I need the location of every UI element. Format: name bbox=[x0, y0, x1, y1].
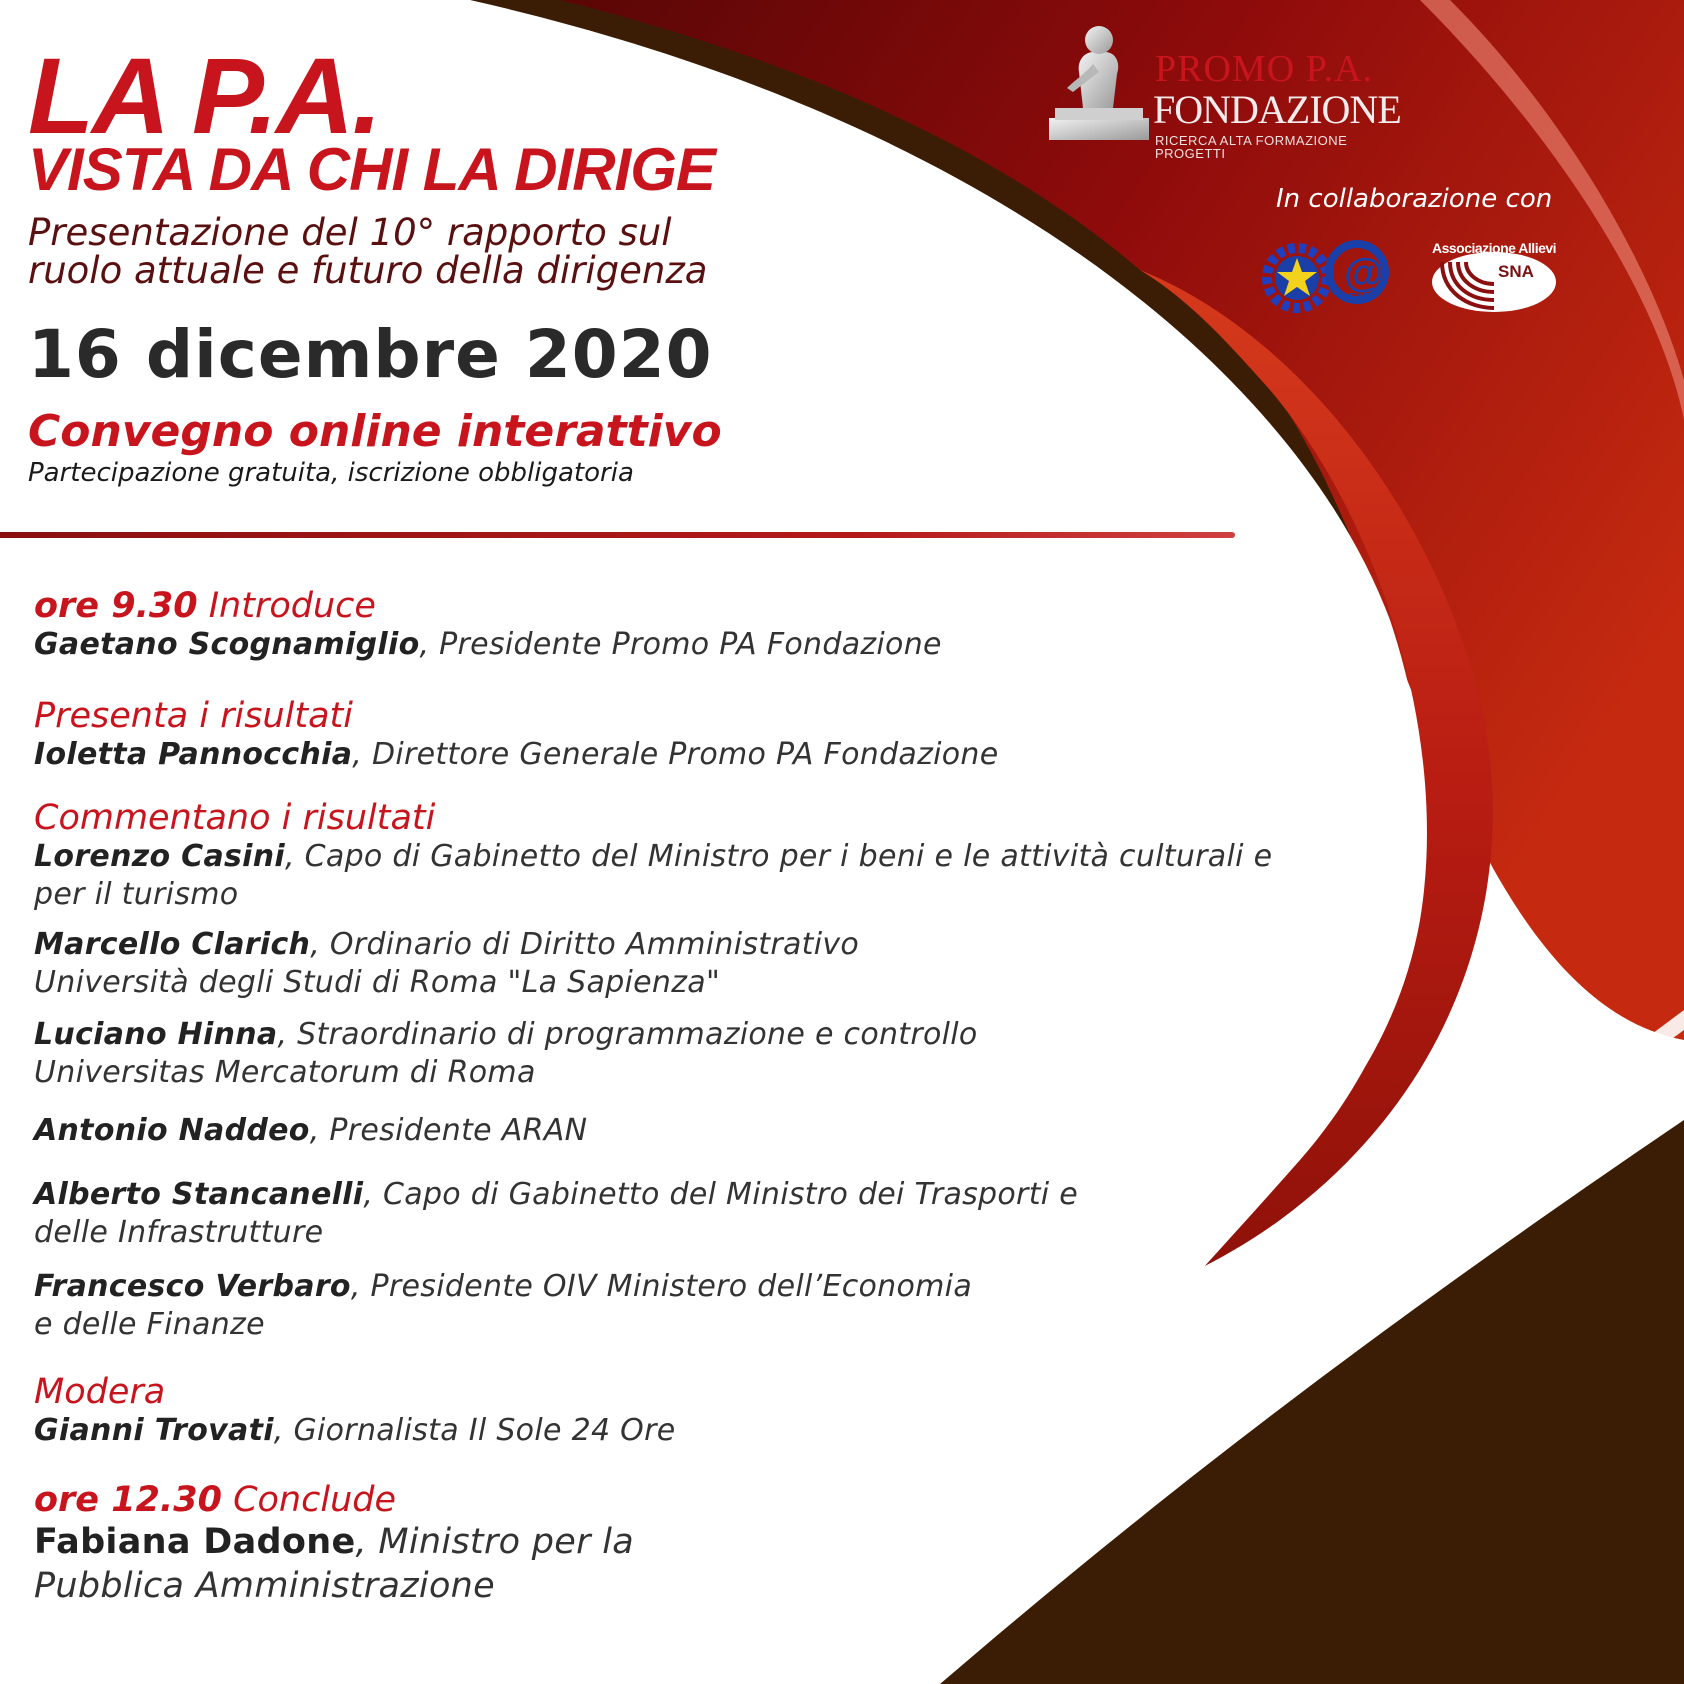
promo-logo-tagline: RICERCA ALTA FORMAZIONE PROGETTI bbox=[1155, 133, 1348, 161]
comments-heading: Commentano i risultati bbox=[34, 798, 436, 838]
speaker-entry bbox=[34, 736, 1324, 774]
program-moderator bbox=[34, 1372, 1324, 1450]
speaker-entry bbox=[34, 1016, 1324, 1092]
program-intro bbox=[34, 586, 1324, 664]
speaker-role-cont: per il turismo bbox=[34, 877, 239, 912]
program-closing bbox=[34, 1480, 1324, 1608]
eap-logo bbox=[1255, 236, 1395, 314]
speaker-role: , Capo di Gabinetto del Ministro per i beni e le attività culturali e bbox=[284, 839, 1273, 874]
speaker-role: , Giornalista Il Sole 24 Ore bbox=[273, 1413, 676, 1448]
gear-star-icon bbox=[1255, 236, 1395, 314]
speaker-name: Ioletta Pannocchia bbox=[34, 737, 353, 772]
speaker-name: Francesco Verbaro bbox=[34, 1269, 351, 1304]
intro-heading bbox=[34, 586, 1324, 626]
speaker-entry bbox=[34, 1412, 1324, 1450]
event-title: LA P.A. bbox=[28, 35, 381, 156]
speaker-name: Gianni Trovati bbox=[34, 1413, 274, 1448]
promo-logo-line1: PROMO P.A. bbox=[1155, 48, 1374, 90]
speaker-entry bbox=[34, 926, 1324, 1002]
speaker-role: , Capo di Gabinetto del Ministro dei Trasporti e bbox=[363, 1177, 1078, 1212]
intro-time: ore 9.30 bbox=[34, 586, 198, 626]
event-description bbox=[28, 211, 708, 292]
speaker-role: , Ordinario di Diritto Amministrativo bbox=[310, 927, 860, 962]
speaker-role: , Presidente OIV Ministero dell’Economia bbox=[350, 1269, 972, 1304]
speaker-entry bbox=[34, 1268, 1324, 1344]
speaker-entry bbox=[34, 838, 1324, 914]
speaker-name: Luciano Hinna bbox=[34, 1017, 278, 1052]
speaker-name: Gaetano Scognamiglio bbox=[34, 627, 420, 662]
speaker-name: Antonio Naddeo bbox=[34, 1113, 310, 1148]
header-divider bbox=[0, 532, 1235, 538]
moderator-heading: Modera bbox=[34, 1372, 166, 1412]
speaker-entry bbox=[34, 1176, 1324, 1252]
speaker-role: , Presidente ARAN bbox=[309, 1113, 588, 1148]
results-heading: Presenta i risultati bbox=[34, 696, 353, 736]
speaker-name: Fabiana Dadone bbox=[34, 1522, 356, 1562]
speaker-entry bbox=[34, 1520, 1324, 1608]
speaker-name: Marcello Clarich bbox=[34, 927, 311, 962]
speaker-name: Lorenzo Casini bbox=[34, 839, 285, 874]
speaker-name: Alberto Stancanelli bbox=[34, 1177, 364, 1212]
program-results bbox=[34, 696, 1324, 774]
sna-logo-line2: SNA bbox=[1498, 262, 1534, 281]
speaker-role-cont: e delle Finanze bbox=[34, 1307, 265, 1342]
promo-logo-line2: FONDAZIONE bbox=[1153, 87, 1401, 132]
intro-label: Introduce bbox=[197, 586, 376, 626]
event-subtitle: VISTA DA CHI LA DIRIGE bbox=[28, 136, 715, 203]
closing-time: ore 12.30 bbox=[34, 1480, 222, 1520]
event-date: 16 dicembre 2020 bbox=[28, 316, 713, 393]
collaboration-label: In collaborazione con bbox=[1276, 184, 1553, 214]
speaker-entry bbox=[34, 626, 1324, 664]
event-note: Partecipazione gratuita, iscrizione obbligatoria bbox=[28, 458, 634, 488]
speaker-role: , Presidente Promo PA Fondazione bbox=[419, 627, 942, 662]
closing-label: Conclude bbox=[221, 1480, 396, 1520]
speaker-entry bbox=[34, 1112, 1324, 1150]
speaker-role: , Direttore Generale Promo PA Fondazione bbox=[352, 737, 999, 772]
statue-icon bbox=[1045, 22, 1155, 152]
promo-pa-logo bbox=[1045, 22, 1401, 161]
speaker-role-cont: Università degli Studi di Roma "La Sapienza" bbox=[34, 965, 721, 1000]
event-type: Convegno online interattivo bbox=[28, 406, 722, 457]
svg-text:@: @ bbox=[1344, 251, 1384, 295]
speaker-role-cont: Universitas Mercatorum di Roma bbox=[34, 1055, 536, 1090]
speaker-role: , Straordinario di programmazione e controllo bbox=[277, 1017, 978, 1052]
speaker-role: , Ministro per la bbox=[355, 1522, 635, 1562]
program-list bbox=[34, 586, 1324, 1608]
sna-logo bbox=[1428, 236, 1560, 314]
closing-heading bbox=[34, 1480, 1324, 1520]
program-comments bbox=[34, 798, 1324, 1344]
speaker-role-cont: Pubblica Amministrazione bbox=[34, 1566, 495, 1606]
sna-logo-line1: Associazione Allievi bbox=[1431, 240, 1557, 256]
description-line-2: ruolo attuale e futuro della dirigenza bbox=[28, 249, 708, 292]
description-line-1: Presentazione del 10° rapporto sul bbox=[28, 211, 672, 254]
eap-text: EAP bbox=[1349, 292, 1370, 303]
speaker-role-cont: delle Infrastrutture bbox=[34, 1215, 324, 1250]
